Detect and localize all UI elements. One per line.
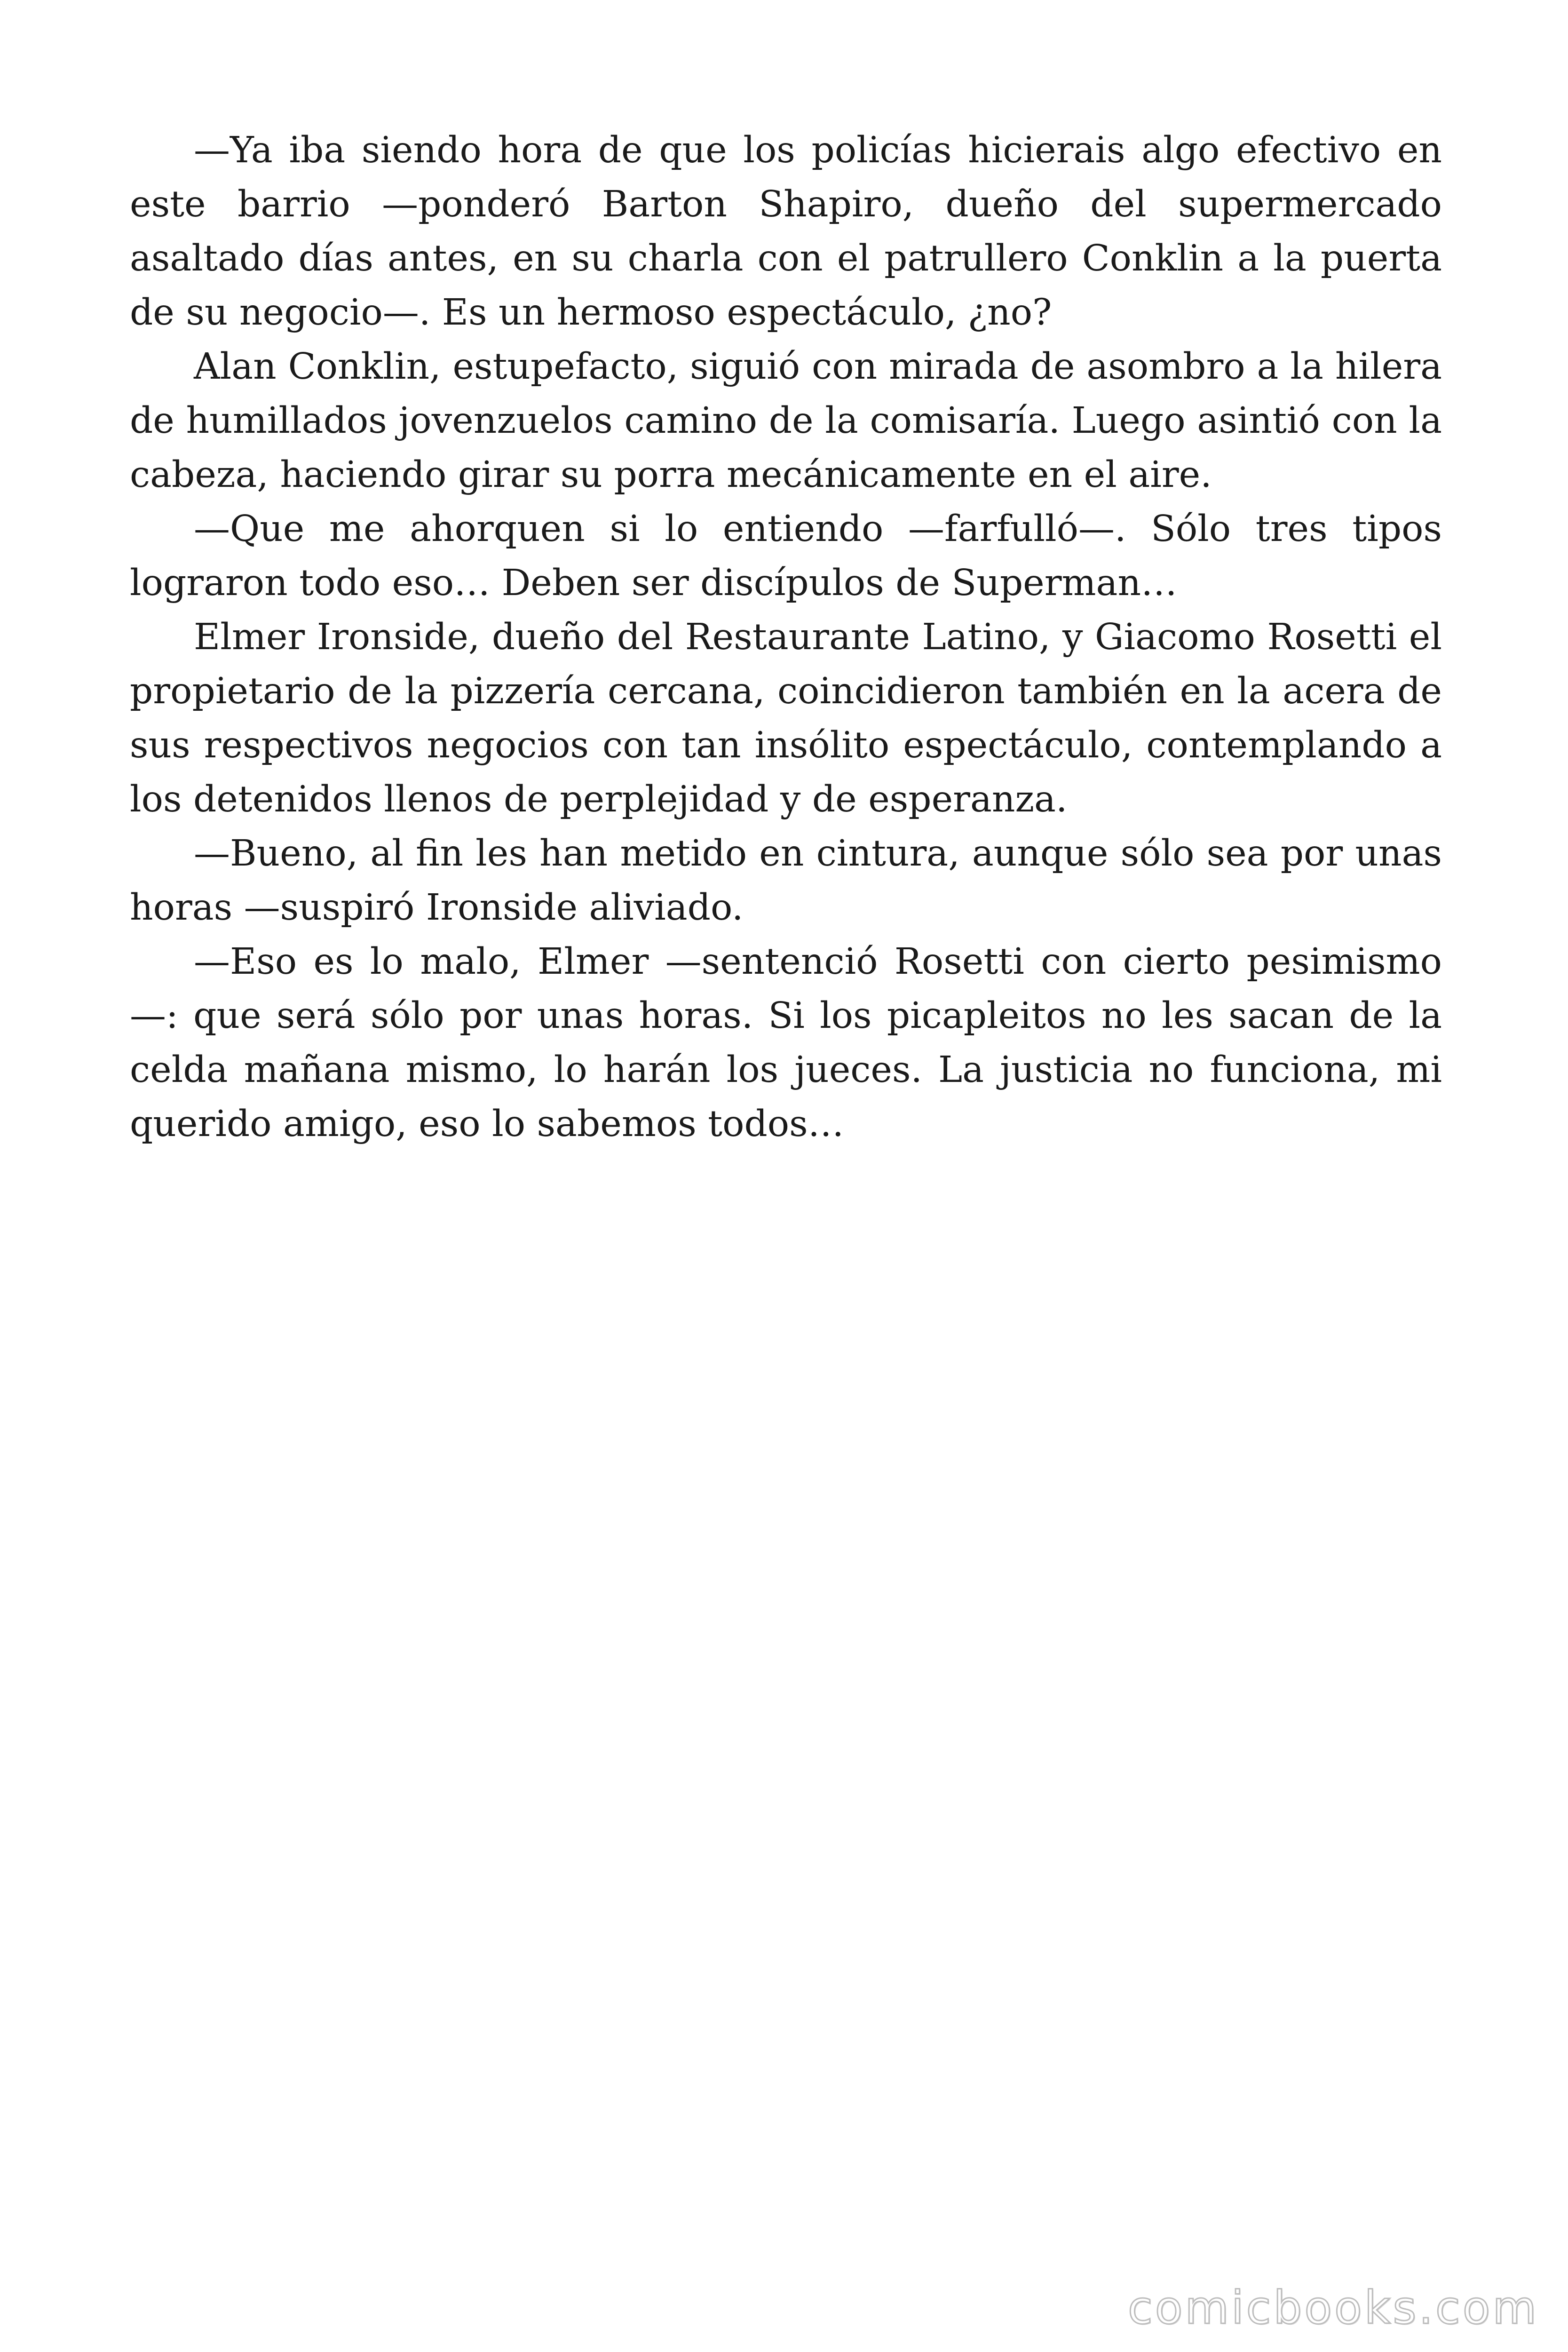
paragraph: Elmer Ironside, dueño del Restaurante Latino, y Giacomo Rosetti el propietario de la pizzería cercana, coincidieron también en la acera de sus respectivos negocios con tan insólito espectáculo, contemplando a los detenidos llenos de perplejidad y de esperanza. <box>130 616 1442 820</box>
paragraph: —Eso es lo malo, Elmer —sentenció Rosetti con cierto pesimismo—: que será sólo por unas horas. Si los picapleitos no les sacan de la celda mañana mismo, lo harán los jueces. La justicia no funciona, mi querido amigo, eso lo sabemos todos… <box>130 941 1442 1145</box>
body-text <box>130 123 1442 1151</box>
paragraph: Alan Conklin, estupefacto, siguió con mirada de asombro a la hilera de humillados jovenzuelos camino de la comisaría. Luego asintió con la cabeza, haciendo girar su porra mecánicamente en el aire. <box>130 346 1442 496</box>
paragraph: —Ya iba siendo hora de que los policías hicierais algo efectivo en este barrio —ponderó Barton Shapiro, dueño del supermercado asaltado días antes, en su charla con el patrullero Conklin a la puerta de su negocio—. Es un hermoso espectáculo, ¿no? <box>130 129 1442 334</box>
paragraph: —Bueno, al fin les han metido en cintura, aunque sólo sea por unas horas —suspiró Ironside aliviado. <box>130 833 1442 929</box>
watermark: comicbooks.com <box>1127 2281 1539 2334</box>
paragraph: —Que me ahorquen si lo entiendo —farfulló—. Sólo tres tipos lograron todo eso… Deben ser discípulos de Superman… <box>130 508 1442 604</box>
